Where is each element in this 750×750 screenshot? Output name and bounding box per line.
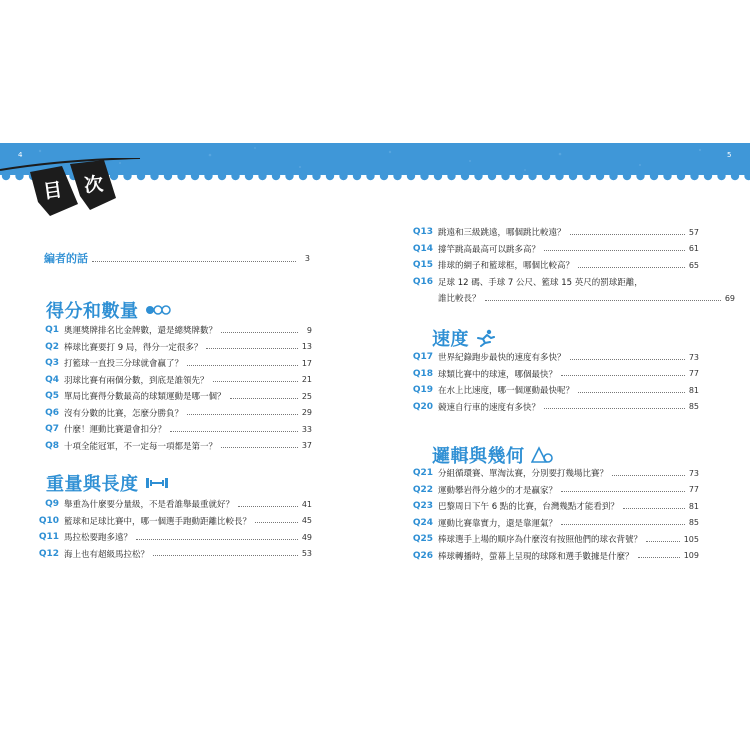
dot-leader: [255, 522, 298, 523]
question-number: Q6: [45, 407, 59, 418]
dot-leader: [238, 506, 298, 507]
toc-list-counting: [28, 322, 312, 454]
question-number: Q19: [412, 385, 433, 396]
scallop-dot: [528, 172, 536, 180]
question-number: Q2: [45, 341, 59, 352]
scallop-dot: [474, 172, 482, 180]
toc-entry[interactable]: [402, 274, 699, 291]
section-heading: 重量與長度: [46, 474, 139, 495]
dot-leader: [230, 398, 298, 399]
entry-title: 足球 12 碼、手球 7 公尺、籃球 15 英尺的罰球距離，: [438, 277, 643, 288]
toc-entry-preface[interactable]: [44, 251, 310, 265]
entry-title: 羽球比賽有兩個分數，到底是誰領先？: [64, 375, 209, 386]
question-number: Q26: [412, 550, 433, 561]
toc-entry[interactable]: [28, 529, 312, 546]
page-ref: 49: [301, 532, 312, 542]
dot-leader: [206, 348, 297, 349]
page-ref: 3: [304, 253, 310, 263]
page-ref: 69: [724, 293, 735, 303]
entry-title: 舉重為什麼要分量級，不是看誰舉最重就好？: [64, 500, 235, 511]
toc-entry[interactable]: [28, 339, 312, 356]
scallop-dot: [326, 172, 334, 180]
scallop-dot: [501, 172, 509, 180]
question-number: Q16: [412, 276, 433, 287]
scallop-dot: [623, 172, 631, 180]
toc-list-logic: [402, 465, 699, 564]
toc-entry[interactable]: [402, 257, 699, 274]
page-ref: 41: [301, 499, 312, 509]
section-title-speed: [432, 325, 495, 351]
page-ref: 53: [301, 549, 312, 559]
page-ref: 77: [688, 485, 699, 495]
toc-entry[interactable]: [28, 372, 312, 389]
pennant-char-2: 次: [83, 173, 105, 197]
scallop-dot: [582, 172, 590, 180]
question-number: Q10: [38, 515, 59, 526]
entry-title: 運動攀岩得分越少的才是贏家？: [438, 485, 558, 496]
question-number: Q17: [412, 352, 433, 363]
page-ref: 45: [301, 516, 312, 526]
page-ref: 77: [688, 369, 699, 379]
dot-leader: [570, 234, 685, 235]
section-title-weight: [46, 470, 169, 496]
entry-title: 棒球轉播時，螢幕上呈現的球隊和選手數據是什麼？: [438, 551, 634, 562]
question-number: Q21: [412, 468, 433, 479]
scallop-dot: [380, 172, 388, 180]
page-ref: 61: [688, 244, 699, 254]
scallop-dot: [258, 172, 266, 180]
toc-entry[interactable]: [28, 546, 312, 563]
dot-leader: [221, 447, 298, 448]
scallop-dot: [164, 172, 172, 180]
scallop-dot: [704, 172, 712, 180]
dot-leader: [561, 491, 685, 492]
toc-entry[interactable]: [28, 355, 312, 372]
page-ref: 9: [306, 325, 312, 335]
scallop-dot: [434, 172, 442, 180]
question-number: Q13: [412, 227, 433, 238]
page-ref: 21: [301, 375, 312, 385]
page-number-right: 5: [727, 151, 732, 159]
scallop-dot: [690, 172, 698, 180]
entry-title: 棒球比賽要打 9 局，得分一定很多？: [64, 342, 203, 353]
toc-entry[interactable]: [402, 382, 699, 399]
scallop-dot: [447, 172, 455, 180]
entry-title: 運動比賽靠實力，還是靠運氣？: [438, 518, 558, 529]
question-number: Q7: [45, 424, 59, 435]
toc-entry[interactable]: [28, 496, 312, 513]
entry-title: 誰比較長？: [438, 294, 481, 305]
question-number: Q15: [412, 260, 433, 271]
scallop-dot: [339, 172, 347, 180]
page-ref: 65: [688, 260, 699, 270]
section-heading: 邏輯與幾何: [432, 446, 525, 467]
entry-title: 十項全能冠軍，不一定每一項都是第一？: [64, 441, 218, 452]
scallop-dot: [744, 172, 750, 180]
question-number: Q5: [45, 391, 59, 402]
dot-leader: [646, 541, 680, 542]
scallop-dot: [663, 172, 671, 180]
page-number-left: 4: [18, 151, 23, 159]
toc-entry[interactable]: [28, 513, 312, 530]
scallop-dot: [204, 172, 212, 180]
entry-title: 海上也有超級馬拉松？: [64, 549, 150, 560]
scallop-dot: [353, 172, 361, 180]
question-number: Q24: [412, 517, 433, 528]
dot-leader: [92, 261, 296, 262]
entry-title: 巴黎周日下午 6 點的比賽，台灣幾點才能看到？: [438, 502, 619, 513]
scallop-dot: [461, 172, 469, 180]
scallop-dot: [231, 172, 239, 180]
dot-leader: [187, 414, 298, 415]
entry-title: 在水上比速度，哪一個運動最快呢？: [438, 386, 575, 397]
entry-title: 什麼！運動比賽還會扣分？: [64, 425, 167, 436]
page-ref: 33: [301, 424, 312, 434]
dot-leader: [485, 300, 721, 301]
page-ref: 73: [688, 352, 699, 362]
scallop-dot: [272, 172, 280, 180]
entry-title: 跳遠和三級跳遠，哪個跳比較遠？: [438, 228, 566, 239]
question-number: Q25: [412, 534, 433, 545]
page-ref: 81: [688, 501, 699, 511]
dot-leader: [612, 475, 685, 476]
question-number: Q23: [412, 501, 433, 512]
scallop-dot: [677, 172, 685, 180]
toc-list-right-top: [402, 224, 699, 290]
toc-entry[interactable]: [402, 224, 699, 241]
page-ref: 85: [688, 402, 699, 412]
toc-list-speed: [402, 349, 699, 415]
scallop-dot: [636, 172, 644, 180]
page-ref: 57: [688, 227, 699, 237]
question-number: Q9: [45, 499, 59, 510]
dot-leader: [578, 267, 685, 268]
page-ref: 37: [301, 441, 312, 451]
entry-title: 打籃球一直投三分球就會贏了？: [64, 359, 184, 370]
section-title-counting: [46, 297, 171, 323]
pennant-char-1: 目: [41, 178, 64, 204]
dot-leader: [561, 375, 685, 376]
scallop-dot: [488, 172, 496, 180]
dot-leader: [578, 392, 685, 393]
dot-leader: [570, 359, 685, 360]
scallop-dot: [285, 172, 293, 180]
page-ref: 105: [683, 534, 699, 544]
scallop-dot: [542, 172, 550, 180]
scallop-dot: [717, 172, 725, 180]
page-ref: 109: [683, 551, 699, 561]
entry-title: 撐竿跳高最高可以跳多高？: [438, 244, 541, 255]
toc-entry[interactable]: [402, 241, 699, 258]
scallop-dot: [609, 172, 617, 180]
toc-entry[interactable]: [402, 349, 699, 366]
toc-entry[interactable]: [28, 421, 312, 438]
toc-entry[interactable]: [402, 366, 699, 383]
page-ref: 25: [301, 391, 312, 401]
dot-leader: [187, 365, 298, 366]
scallop-dot: [312, 172, 320, 180]
page-ref: 13: [301, 342, 312, 352]
toc-entry-continuation[interactable]: [402, 290, 735, 307]
scallop-dot: [191, 172, 199, 180]
scallop-dot: [420, 172, 428, 180]
toc-entry[interactable]: [402, 515, 699, 532]
dot-leader: [544, 408, 685, 409]
scallop-dot: [407, 172, 415, 180]
dot-leader: [213, 381, 298, 382]
preface-label: 編者的話: [44, 252, 88, 265]
page-ref: 29: [301, 408, 312, 418]
dot-leader: [136, 539, 298, 540]
page-ref: 85: [688, 518, 699, 528]
toc-entry[interactable]: [402, 482, 699, 499]
entry-title: 排球的網子和籃球框，哪個比較高？: [438, 261, 575, 272]
scallop-dot: [596, 172, 604, 180]
running-person-icon: [475, 329, 495, 347]
pennant-flags: [0, 158, 160, 228]
toc-entry[interactable]: [402, 548, 699, 565]
question-number: Q22: [412, 484, 433, 495]
page-ref: 17: [301, 358, 312, 368]
question-number: Q18: [412, 368, 433, 379]
toc-entry[interactable]: [28, 438, 312, 455]
toc-entry[interactable]: [28, 405, 312, 422]
entry-title: 單局比賽得分數最高的球類運動是哪一個？: [64, 392, 226, 403]
entry-title: 競速自行車的速度有多快？: [438, 402, 541, 413]
dot-leader: [153, 555, 298, 556]
dot-leader: [170, 431, 298, 432]
scallop-dot: [218, 172, 226, 180]
scallop-dot: [731, 172, 739, 180]
dot-leader: [623, 508, 685, 509]
scallop-dot: [245, 172, 253, 180]
contents-pennant: [0, 158, 160, 228]
toc-entry[interactable]: [28, 388, 312, 405]
dot-leader: [221, 332, 298, 333]
scallop-dot: [555, 172, 563, 180]
section-heading: 得分和數量: [46, 301, 139, 322]
scallop-dot: [177, 172, 185, 180]
entry-title: 籃球和足球比賽中，哪一個選手跑動距離比較長？: [64, 516, 252, 527]
entry-title: 球類比賽中的球速，哪個最快？: [438, 369, 558, 380]
toc-list-weight: [28, 496, 312, 562]
entry-title: 棒球選手上場的順序為什麼沒有按照他們的球衣背號？: [438, 535, 643, 546]
question-number: Q11: [38, 532, 59, 543]
question-number: Q12: [38, 548, 59, 559]
question-number: Q20: [412, 401, 433, 412]
question-number: Q8: [45, 440, 59, 451]
question-number: Q3: [45, 358, 59, 369]
entry-title: 世界紀錄跑步最快的速度有多快？: [438, 353, 566, 364]
scallop-dot: [569, 172, 577, 180]
dot-leader: [544, 250, 685, 251]
entry-title: 分組循環賽、單淘汰賽，分別要打幾場比賽？: [438, 469, 609, 480]
toc-entry[interactable]: [402, 465, 699, 482]
entry-title: 奧運獎牌排名比金牌數，還是總獎牌數？: [64, 326, 218, 337]
dot-leader: [561, 524, 685, 525]
entry-title: 沒有分數的比賽，怎麼分勝負？: [64, 408, 184, 419]
toc-entry[interactable]: [402, 498, 699, 515]
dot-leader: [638, 557, 680, 558]
scallop-dot: [393, 172, 401, 180]
three-balls-icon: [145, 303, 171, 317]
entry-title: 馬拉松要跑多遠？: [64, 533, 133, 544]
section-heading: 速度: [432, 329, 469, 350]
scallop-dot: [299, 172, 307, 180]
scallop-dot: [650, 172, 658, 180]
toc-entry[interactable]: [402, 531, 699, 548]
question-number: Q14: [412, 243, 433, 254]
question-number: Q1: [45, 325, 59, 336]
scallop-dot: [515, 172, 523, 180]
page-ref: 73: [688, 468, 699, 478]
geometry-shapes-icon: [531, 446, 555, 464]
scallop-dot: [366, 172, 374, 180]
dumbbell-icon: [145, 476, 169, 490]
question-number: Q4: [45, 374, 59, 385]
toc-entry[interactable]: [28, 322, 312, 339]
page-ref: 81: [688, 385, 699, 395]
toc-entry[interactable]: [402, 399, 699, 416]
